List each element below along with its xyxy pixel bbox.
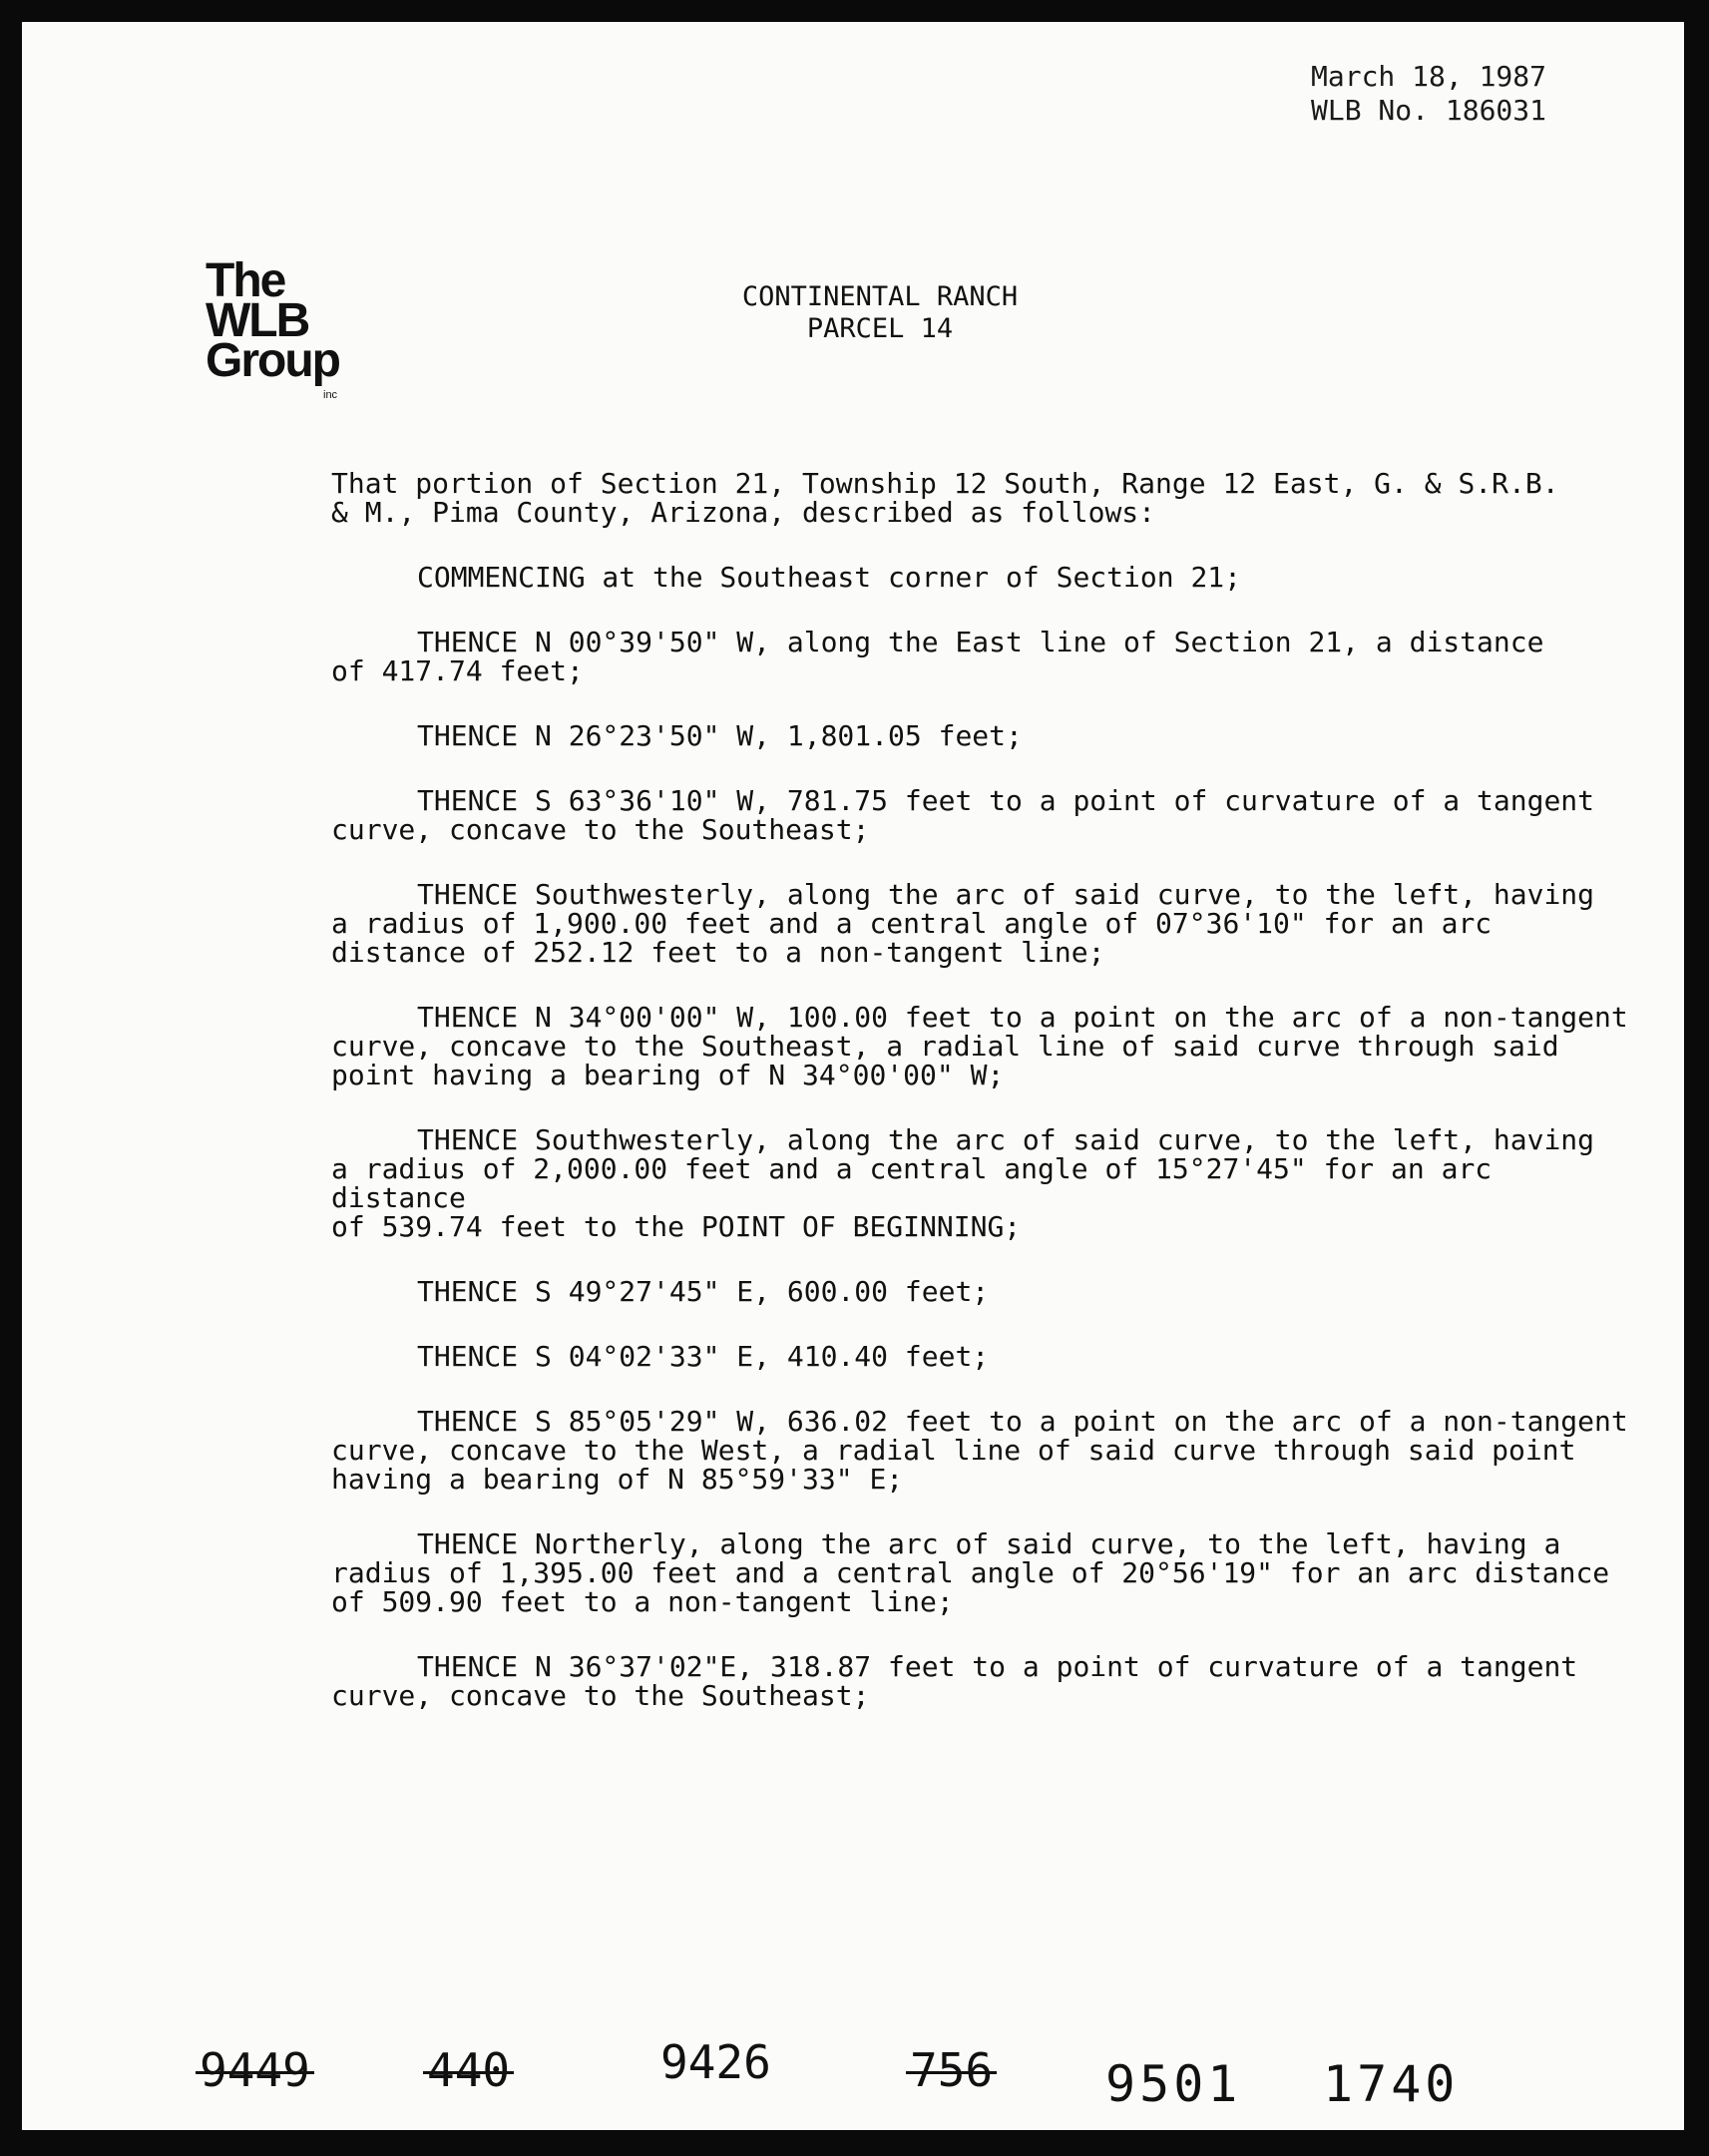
paragraph — [331, 786, 1628, 844]
paragraph — [331, 563, 1628, 592]
footer-number-handwritten: 9501 — [1105, 2055, 1242, 2113]
paragraph-continuation-line: having a bearing of N 85°59'33" E; — [331, 1463, 904, 1496]
footer-number: 9426 — [660, 2035, 771, 2089]
footer-number-handwritten: 1740 — [1323, 2055, 1460, 2113]
paragraph-continuation-line: & M., Pima County, Arizona, described as follows: — [331, 496, 1156, 529]
footer-number-struck: 440 — [427, 2043, 511, 2097]
paragraph-continuation-line: curve, concave to the Southeast; — [331, 1679, 870, 1712]
paragraph — [331, 1652, 1628, 1710]
document-reference-number: WLB No. 186031 — [1311, 94, 1547, 127]
paragraph — [331, 880, 1628, 967]
paragraph-first-line: THENCE S 85°05'29" W, 636.02 feet to a point on the arc of a non-tangent — [417, 1405, 1628, 1438]
paragraph-continuation-line: of 509.90 feet to a non-tangent line; — [331, 1585, 954, 1618]
footer-number-struck: 756 — [910, 2043, 994, 2097]
document-header — [1311, 60, 1546, 128]
paragraph-continuation-line: of 539.74 feet to the POINT OF BEGINNING; — [331, 1210, 1022, 1243]
paragraph-first-line: COMMENCING at the Southeast corner of Section 21; — [417, 561, 1242, 594]
paragraph-first-line: THENCE S 04°02'33" E, 410.40 feet; — [417, 1340, 990, 1373]
paragraph-continuation-line: of 417.74 feet; — [331, 654, 584, 687]
logo-line-1: The — [206, 254, 285, 307]
paragraph-first-line: THENCE N 26°23'50" W, 1,801.05 feet; — [417, 719, 1023, 752]
paragraph-first-line: THENCE N 36°37'02"E, 318.87 feet to a point of curvature of a tangent — [417, 1650, 1578, 1683]
paragraph-continuation-line: radius of 1,395.00 feet and a central angle of 20°56'19" for an arc distance — [331, 1556, 1610, 1589]
footer-numbers — [0, 2035, 1709, 2125]
title-line-2: PARCEL 14 — [806, 313, 954, 344]
paragraph — [331, 1003, 1628, 1089]
company-logo — [206, 254, 339, 401]
legal-description — [331, 469, 1628, 1746]
paragraph — [331, 1277, 1628, 1306]
logo-line-3: Group — [206, 334, 339, 387]
paragraph-first-line: THENCE N 00°39'50" W, along the East line of Section 21, a distance — [417, 626, 1544, 658]
paragraph — [331, 721, 1628, 750]
paragraph-first-line: THENCE Southwesterly, along the arc of said curve, to the left, having — [417, 1123, 1595, 1156]
document-title — [621, 281, 1139, 345]
paragraph-continuation-line: distance of 252.12 feet to a non-tangent line; — [331, 936, 1105, 969]
paragraph-continuation-line: curve, concave to the West, a radial line of said curve through said point — [331, 1434, 1576, 1467]
paragraph — [331, 1407, 1628, 1494]
title-line-1: CONTINENTAL RANCH — [741, 281, 1019, 312]
paragraph — [331, 1529, 1628, 1616]
paragraph-continuation-line: point having a bearing of N 34°00'00" W; — [331, 1059, 1005, 1091]
paragraph — [331, 1125, 1628, 1241]
logo-suffix: inc — [323, 389, 338, 401]
paragraph-first-line: That portion of Section 21, Township 12 South, Range 12 East, G. & S.R.B. — [331, 467, 1559, 500]
document-page — [22, 22, 1684, 2130]
paragraph-continuation-line: curve, concave to the Southeast, a radial line of said curve through said — [331, 1030, 1559, 1063]
paragraph-continuation-line: a radius of 1,900.00 feet and a central angle of 07°36'10" for an arc — [331, 907, 1493, 940]
logo-line-2: WLB — [206, 294, 309, 347]
paragraph — [331, 628, 1628, 685]
paragraph-first-line: THENCE Southwesterly, along the arc of said curve, to the left, having — [417, 878, 1595, 911]
paragraph-first-line: THENCE N 34°00'00" W, 100.00 feet to a point on the arc of a non-tangent — [417, 1001, 1628, 1034]
document-date: March 18, 1987 — [1311, 60, 1547, 93]
paragraph — [331, 469, 1628, 527]
footer-number-struck: 9449 — [200, 2043, 310, 2097]
paragraph-first-line: THENCE S 63°36'10" W, 781.75 feet to a point of curvature of a tangent — [417, 784, 1595, 817]
paragraph-first-line: THENCE Northerly, along the arc of said curve, to the left, having a — [417, 1527, 1561, 1560]
paragraph-continuation-line: curve, concave to the Southeast; — [331, 813, 870, 846]
paragraph-first-line: THENCE S 49°27'45" E, 600.00 feet; — [417, 1275, 990, 1308]
paragraph-continuation-line: a radius of 2,000.00 feet and a central angle of 15°27'45" for an arc distance — [331, 1152, 1493, 1214]
paragraph — [331, 1342, 1628, 1371]
